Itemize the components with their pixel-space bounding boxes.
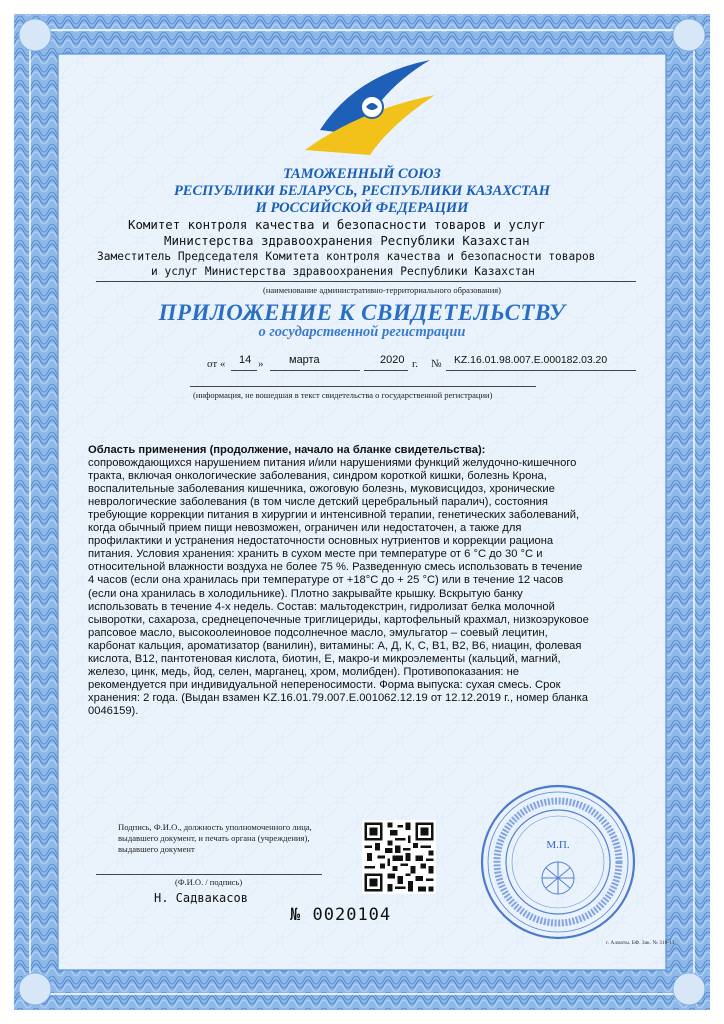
scope-line: рекомендуется при индивидуальной непереносимости. Форма выпуска: сухая смесь. Срок — [88, 678, 561, 691]
scope-section — [88, 444, 648, 718]
reg-year-suffix: г. — [412, 358, 419, 370]
scope-line: хранения: 2 года. (Выдан взамен KZ.16.01.79.007.E.001062.12.19 от 12.12.2019 г., номер бланка — [88, 691, 589, 704]
signature-caption-3: выдавшего документ — [118, 844, 195, 854]
serial-label: № — [290, 905, 302, 925]
reg-month-underline — [270, 370, 360, 371]
authority-caption: (наименование административно-территориального образования) — [263, 285, 502, 295]
reg-number-label: № — [431, 358, 442, 370]
signatory-name: Н. Садвакасов — [154, 891, 248, 905]
scope-line: требующие коррекции питания в хирургии и интенсивной терапии, генетических заболеваний, — [88, 509, 580, 522]
authority-line-1: Комитет контроля качества и безопасности товаров и услуг — [128, 217, 546, 232]
scope-line: сыворотки, сахароза, среднецепочечные триглицериды, картофельный крахмал, низкоэруковое — [88, 613, 589, 626]
signature-caption-2: выдавшего документ, и печать органа (учреждения), — [118, 833, 310, 843]
serial-number: 0020104 — [312, 905, 392, 925]
scope-line: карбонат кальция, ароматизатор (ванилин), витамины: А, Д, К, С, В1, В2, В6, ниацин, фолевая — [88, 639, 582, 652]
scope-line: неврологические заболевания (в том числе детский церебральный паралич), состояния — [88, 496, 548, 509]
document-title: ПРИЛОЖЕНИЕ К СВИДЕТЕЛЬСТВУ — [158, 300, 566, 325]
signature-caption-1: Подпись, Ф.И.О., должность уполномоченного лица, — [118, 822, 312, 832]
scope-line: относительной влажности воздуха не более 75 %. Разведенную смесь использовать в течение — [88, 561, 583, 574]
info-caption: (информация, не вошедшая в текст свидетельства о государственной регистрации) — [193, 390, 493, 400]
signature-underline — [96, 874, 322, 875]
scope-line: 4 часов (если она хранилась при температуре от +18°С до + 25 °С) или в течение 12 часов — [88, 574, 564, 587]
scope-line: рапсовое масло, высокоолеиновое подсолнечное масло, эмульгатор – соевый лецитин, — [88, 626, 548, 639]
scope-line: питания. Условия хранения: хранить в сухом месте при температуре от 6 °С до 30 °С и — [88, 548, 543, 561]
scope-line: кислота, В12, пантотеновая кислота, биотин, Е, макро-и микроэлементы (кальций, магний, — [88, 652, 561, 665]
scope-line: (если она хранилась в холодильнике). Плотно закрывайте крышку. Вскрытую банку — [88, 587, 523, 600]
reg-number: KZ.16.01.98.007.E.000182.03.20 — [454, 355, 608, 366]
signature-fio-caption: (Ф.И.О. / подпись) — [175, 877, 243, 887]
reg-month: марта — [289, 354, 320, 366]
scope-line: сопровождающихся нарушением питания и/или нарушениями функций желудочно-кишечного — [88, 457, 577, 470]
scope-line: профилактики и устранения недостаточности основных нутриентов и коррекции рациона — [88, 535, 554, 548]
info-underline — [190, 386, 536, 387]
authority-line-2: Министерства здравоохранения Республики Казахстан — [164, 233, 530, 248]
authority-underline — [96, 281, 636, 282]
reg-from-label: от « — [207, 358, 226, 370]
authority-line-4: и услуг Министерства здравоохранения Республики Казахстан — [151, 265, 535, 278]
printer-note: г. Алматы. БФ. Зак. № 318-11. — [606, 940, 676, 946]
qr-code — [362, 820, 436, 894]
union-title-line-2: РЕСПУБЛИКИ БЕЛАРУСЬ, РЕСПУБЛИКИ КАЗАХСТАН — [173, 183, 551, 199]
scope-text — [88, 457, 648, 718]
scope-heading: Область применения (продолжение, начало на бланке свидетельства): — [88, 444, 486, 456]
form-serial-number — [290, 905, 391, 925]
union-title-line-3: И РОССИЙСКОЙ ФЕДЕРАЦИИ — [255, 200, 469, 216]
seal-initials: М.П. — [546, 839, 570, 851]
document-subtitle: о государственной регистрации — [258, 324, 466, 340]
scope-line: тракта, включая онкологические заболевания, синдром короткой кишки, болезнь Крона, — [88, 470, 547, 483]
scope-line: когда обычный прием пищи невозможен, ограничен или недостаточен, а также для — [88, 522, 522, 535]
scope-line: 0046159). — [88, 704, 139, 717]
reg-number-underline — [446, 370, 636, 371]
reg-day-underline — [231, 370, 257, 371]
customs-union-logo — [300, 55, 440, 160]
signature-block — [118, 822, 348, 855]
authority-line-3: Заместитель Председателя Комитета контроля качества и безопасности товаров — [97, 250, 596, 263]
official-seal — [478, 782, 638, 942]
scope-line: железо, цинк, медь, йод, селен, марганец, хром, молибден). Противопоказания: не — [88, 665, 520, 678]
scope-line: использовать в течение 4-х недель. Состав: мальтодекстрин, гидролизат белка молочной — [88, 600, 555, 613]
union-title-line-1: ТАМОЖЕННЫЙ СОЮЗ — [283, 166, 441, 182]
reg-year-underline — [364, 370, 408, 371]
scope-line: воспалительные заболевания кишечника, ожоговую болезнь, муковисцидоз, хронические — [88, 483, 555, 496]
reg-year: 2020 — [380, 354, 405, 366]
reg-close-quote: » — [258, 358, 264, 370]
reg-day: 14 — [239, 354, 252, 366]
